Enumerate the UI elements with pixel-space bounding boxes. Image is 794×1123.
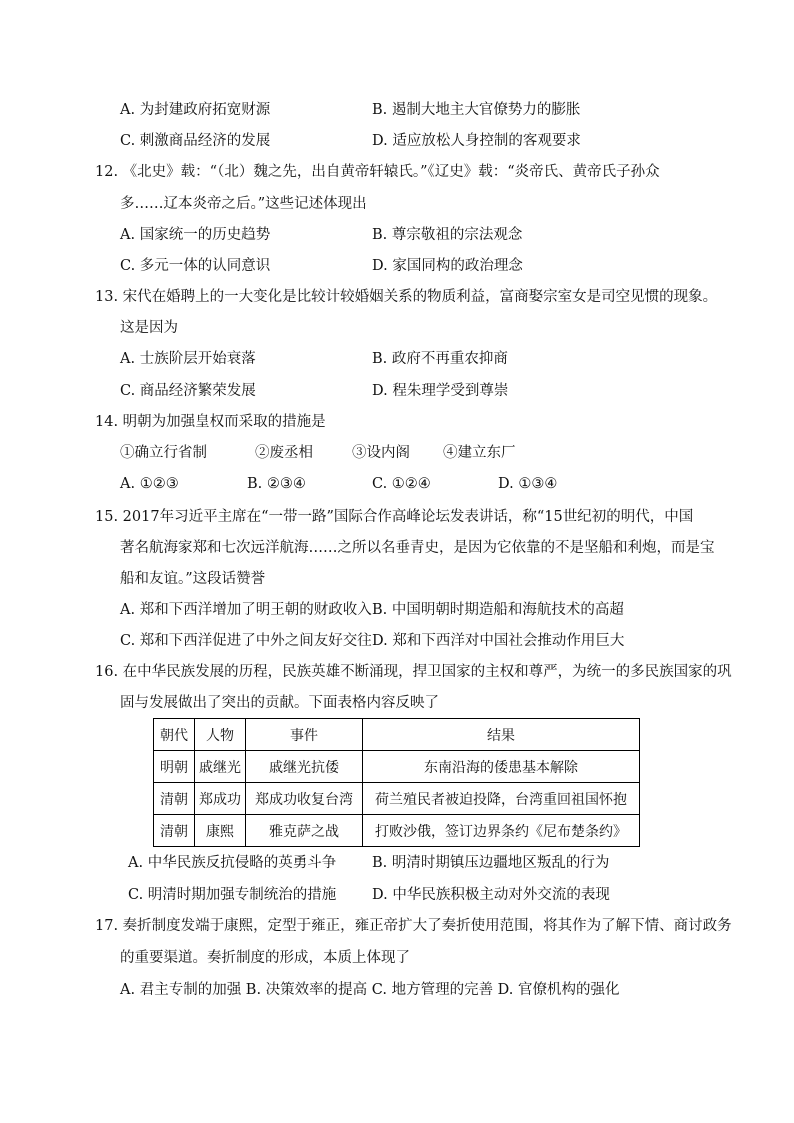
q11-option-a: A. 为封建政府拓宽财源 <box>120 102 271 118</box>
q11-option-b: B. 遏制大地主大官僚势力的膨胀 <box>372 102 581 118</box>
q14-option-c: C. ①②④ <box>372 476 431 492</box>
q15-stem-line3: 船和友谊。”这段话赞誉 <box>120 571 266 587</box>
cell-dynasty: 明朝 <box>154 751 195 783</box>
cell-person: 康熙 <box>195 815 246 847</box>
cell-event: 郑成功收复台湾 <box>246 783 363 815</box>
q15-option-a: A. 郑和下西洋增加了明王朝的财政收入 <box>120 602 372 618</box>
q13-stem-line2: 这是因为 <box>120 320 178 336</box>
header-result: 结果 <box>363 719 640 751</box>
cell-person: 郑成功 <box>195 783 246 815</box>
q15-option-d: D. 郑和下西洋对中国社会推动作用巨大 <box>372 633 625 649</box>
q11-option-d: D. 适应放松人身控制的客观要求 <box>372 133 581 149</box>
cell-person: 戚继光 <box>195 751 246 783</box>
q14-item-3: ③设内阁 <box>352 445 410 461</box>
header-person: 人物 <box>195 719 246 751</box>
q17-stem-line1: 17. 奏折制度发端于康熙，定型于雍正，雍正帝扩大了奏折使用范围，将其作为了解下情、商讨政务 <box>95 918 732 934</box>
q12-stem-line1: 12. 《北史》载：“（北）魏之先，出自黄帝轩辕氏。”《辽史》载：“炎帝氏、黄帝氏子孙众 <box>95 164 660 180</box>
q12-option-b: B. 尊宗敬祖的宗法观念 <box>372 227 523 243</box>
q14-item-4: ④建立东厂 <box>443 445 516 461</box>
q16-option-a: A. 中华民族反抗侵略的英勇斗争 <box>128 855 337 871</box>
cell-result: 荷兰殖民者被迫投降，台湾重回祖国怀抱 <box>363 783 640 815</box>
q15-option-b: B. 中国明朝时期造船和海航技术的高超 <box>372 602 624 618</box>
q16-table <box>153 718 640 847</box>
q13-option-c: C. 商品经济繁荣发展 <box>120 383 256 399</box>
q16-stem-line1: 16. 在中华民族发展的历程，民族英雄不断涌现，捍卫国家的主权和尊严，为统一的多民族国家的巩 <box>95 664 732 680</box>
table-row <box>154 751 640 783</box>
q12-option-c: C. 多元一体的认同意识 <box>120 258 271 274</box>
q12-stem-line2: 多……辽本炎帝之后。”这些记述体现出 <box>120 196 367 212</box>
header-dynasty: 朝代 <box>154 719 195 751</box>
q16-option-d: D. 中华民族积极主动对外交流的表现 <box>372 887 610 903</box>
q14-item-2: ②废丞相 <box>255 445 313 461</box>
q14-option-b: B. ②③④ <box>247 476 306 492</box>
q13-option-d: D. 程朱理学受到尊崇 <box>372 383 509 399</box>
q14-item-1: ①确立行省制 <box>120 445 207 461</box>
table-row <box>154 783 640 815</box>
q16-option-c: C. 明清时期加强专制统治的措施 <box>128 887 337 903</box>
q13-option-b: B. 政府不再重农抑商 <box>372 351 508 367</box>
q11-option-c: C. 刺激商品经济的发展 <box>120 133 271 149</box>
q16-option-b: B. 明清时期镇压边疆地区叛乱的行为 <box>372 855 610 871</box>
q17-stem-line2: 的重要渠道。奏折制度的形成，本质上体现了 <box>120 950 410 966</box>
cell-dynasty: 清朝 <box>154 783 195 815</box>
cell-event: 戚继光抗倭 <box>246 751 363 783</box>
q16-stem-line2: 固与发展做出了突出的贡献。下面表格内容反映了 <box>120 695 439 711</box>
q15-stem-line1: 15. 2017年习近平主席在“一带一路”国际合作高峰论坛发表讲话，称“15世纪初的明代，中国 <box>95 509 694 525</box>
table-row <box>154 815 640 847</box>
q12-option-a: A. 国家统一的历史趋势 <box>120 227 271 243</box>
header-event: 事件 <box>246 719 363 751</box>
q12-option-d: D. 家国同构的政治理念 <box>372 258 523 274</box>
table-header-row <box>154 719 640 751</box>
q13-stem-line1: 13. 宋代在婚聘上的一大变化是比较计较婚姻关系的物质利益，富商娶宗室女是司空见惯的现象。 <box>95 289 718 305</box>
q14-option-a: A. ①②③ <box>120 476 179 492</box>
q17-options: A. 君主专制的加强 B. 决策效率的提高 C. 地方管理的完善 D. 官僚机构的强化 <box>120 982 620 998</box>
q13-option-a: A. 士族阶层开始衰落 <box>120 351 256 367</box>
cell-dynasty: 清朝 <box>154 815 195 847</box>
cell-result: 东南沿海的倭患基本解除 <box>363 751 640 783</box>
cell-event: 雅克萨之战 <box>246 815 363 847</box>
q14-option-d: D. ①③④ <box>498 476 558 492</box>
q15-option-c: C. 郑和下西洋促进了中外之间友好交往 <box>120 633 372 649</box>
q14-stem: 14. 明朝为加强皇权而采取的措施是 <box>95 414 326 430</box>
cell-result: 打败沙俄，签订边界条约《尼布楚条约》 <box>363 815 640 847</box>
q15-stem-line2: 著名航海家郑和七次远洋航海……之所以名垂青史，是因为它依靠的不是坚船和利炮，而是宝 <box>120 540 715 556</box>
